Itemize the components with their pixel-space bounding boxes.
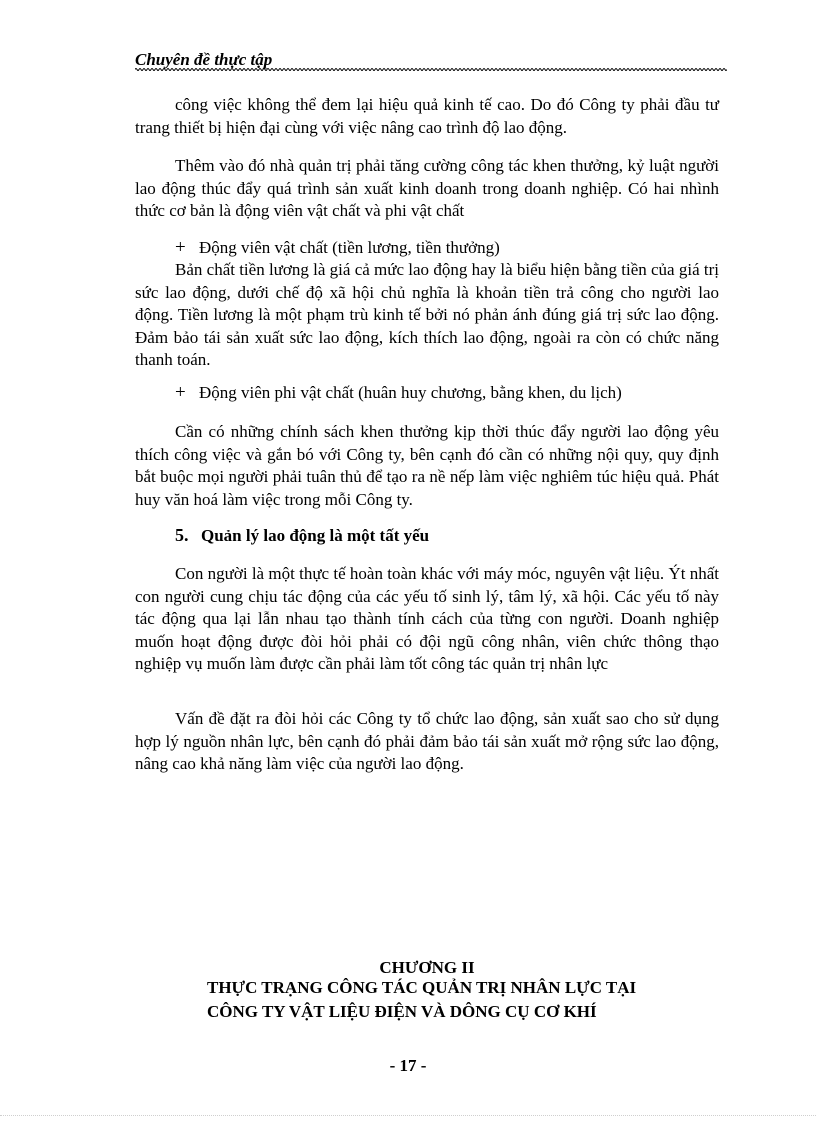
chapter-title-line-2: CÔNG TY VẬT LIỆU ĐIỆN VÀ DÔNG CỤ CƠ KHÍ <box>207 1002 597 1021</box>
bullet-text: Động viên vật chất (tiền lương, tiền thưởng) <box>199 238 500 257</box>
bullet-non-material-motivation <box>175 382 622 404</box>
paragraph-4: Cần có những chính sách khen thưởng kịp thời thúc đẩy người lao động yêu thích công việc và gắn bó với Công ty, bên cạnh đó cần có những nội quy, quy định bắt buộc mọi người phải tuân thủ để tạo ra nề nếp làm việc nghiêm túc hiệu quả. Phát huy văn hoá làm việc trong mỗi Công ty. <box>135 422 719 509</box>
paragraph-3: Bản chất tiền lương là giá cả mức lao động hay là biểu hiện bằng tiền của giá trị sức lao động, dưới chế độ xã hội chủ nghĩa là khoản tiền trả công cho người lao động. Tiền lương là một phạm trù kinh tế bởi nó phản ánh đúng giá trị sức lao động. Đảm bảo tái sản xuất sức lao động, kích thích lao động, ngoài ra còn có chức năng thanh toán. <box>135 260 719 369</box>
paragraph-2: Thêm vào đó nhà quản trị phải tăng cường công tác khen thưởng, kỷ luật người lao động thúc đẩy quá trình sản xuất kinh doanh trong doanh nghiệp. Có hai nhình thức cơ bản là động viên vật chất và phi vật chất <box>135 156 719 220</box>
plus-icon: + <box>175 237 186 258</box>
section-title: Quản lý lao động là một tất yếu <box>201 526 430 545</box>
plus-icon: + <box>175 382 186 403</box>
header-title: Chuyên đề thực tập <box>135 50 273 69</box>
chapter-label: CHƯƠNG II <box>379 958 475 977</box>
page-header <box>135 48 727 72</box>
chapter-title <box>207 978 637 1024</box>
paragraph-6: Vấn đề đặt ra đòi hỏi các Công ty tổ chức lao động, sản xuất sao cho sử dụng hợp lý nguồn nhân lực, bên cạnh đó phải đảm bảo tái sản xuất mở rộng sức lao động, nâng cao khả năng làm việc của người lao động. <box>135 709 719 773</box>
paragraph-1: công việc không thể đem lại hiệu quả kinh tế cao. Do đó Công ty phải đầu tư trang thiết bị hiện đại cùng với việc nâng cao trình độ lao động. <box>135 95 719 137</box>
bullet-material-motivation <box>175 237 500 259</box>
page-number: - 17 - <box>389 1056 427 1075</box>
page-bottom-border <box>0 1115 816 1116</box>
chapter-title-line-1: THỰC TRẠNG CÔNG TÁC QUẢN TRỊ NHÂN LỰC TẠI <box>207 978 637 997</box>
header-wavy-rule <box>135 67 727 72</box>
bullet-text: Động viên phi vật chất (huân huy chương, bằng khen, du lịch) <box>199 383 622 402</box>
section-heading <box>175 525 429 546</box>
section-number: 5. <box>175 525 189 545</box>
paragraph-5: Con người là một thực tế hoàn toàn khác với máy móc, nguyên vật liệu. Ýt nhất con người cung chịu tác động của các yếu tố sinh lý, tâm lý, xã hội. Các yếu tố này tác động qua lại lẫn nhau tạo thành tính cách của từng con người. Doanh nghiệp muốn hoạt động được đòi hỏi phải có đội ngũ công nhân, viên chức thông thạo nghiệp vụ muốn làm được cần phải làm tốt công tác quản trị nhân lực <box>135 564 719 673</box>
